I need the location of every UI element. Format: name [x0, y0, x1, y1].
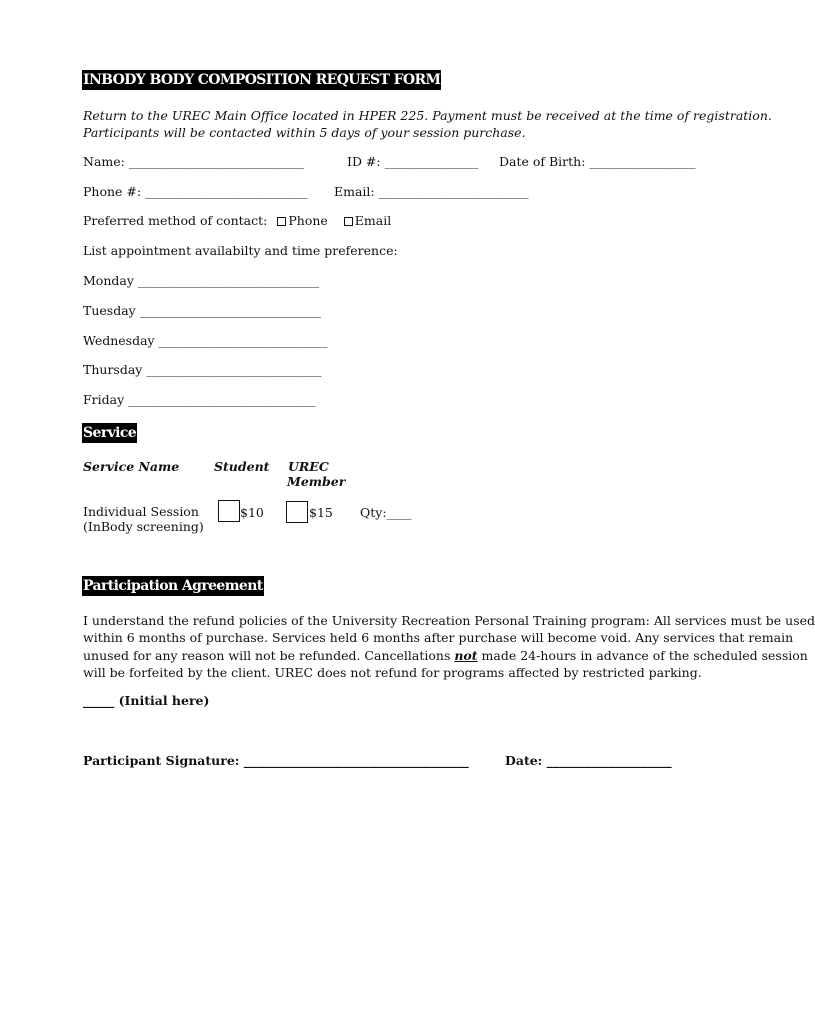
dob-field[interactable]: Date of Birth: _________________	[499, 154, 696, 169]
col-student: Student	[214, 459, 270, 474]
agreement-line-1: I understand the refund policies of the University Recreation Personal Training program: All services must be used	[83, 613, 815, 628]
availability-label: List appointment availabilty and time preference:	[83, 243, 398, 258]
agreement-line-3-a: unused for any reason will not be refunded. Cancellations	[83, 647, 451, 663]
id-field[interactable]: ID #: _______________	[347, 154, 479, 169]
phone-field[interactable]: Phone #: __________________________	[83, 184, 308, 199]
student-price: $10	[240, 505, 264, 520]
contact-phone-option[interactable]	[277, 213, 331, 228]
contact-email-option[interactable]	[344, 213, 391, 228]
member-price: $15	[309, 505, 333, 520]
phone-checkbox[interactable]	[277, 217, 286, 226]
student-price-checkbox[interactable]	[218, 500, 240, 522]
col-member-line-2: Member	[287, 474, 346, 489]
contact-phone-label: Phone	[288, 213, 328, 228]
member-price-checkbox[interactable]	[286, 501, 308, 523]
agreement-text	[83, 612, 815, 681]
availability-wednesday[interactable]: Wednesday ___________________________	[83, 333, 328, 348]
contact-email-label: Email	[354, 213, 392, 228]
agreement-line-4: will be forfeited by the client. UREC does not refund for programs affected by restricted parking.	[83, 664, 702, 680]
availability-tuesday[interactable]: Tuesday _____________________________	[83, 303, 321, 318]
page-title: INBODY BODY COMPOSITION REQUEST FORM	[83, 72, 441, 88]
service-header: Service	[83, 425, 137, 441]
email-checkbox[interactable]	[344, 217, 353, 226]
contact-method-label: Preferred method of contact:	[83, 213, 268, 228]
intro-line-1: Return to the UREC Main Office located in HPER 225. Payment must be received at the time of registration.	[83, 108, 772, 123]
contact-method-row	[83, 212, 391, 229]
service-item-line-1: Individual Session	[83, 504, 199, 519]
availability-thursday[interactable]: Thursday ____________________________	[83, 362, 322, 377]
signature-field[interactable]: Participant Signature: ____________________________________	[83, 753, 469, 768]
agreement-line-3	[83, 647, 808, 664]
col-member-line-1: UREC	[288, 459, 329, 474]
initial-field[interactable]: _____ (Initial here)	[83, 693, 210, 708]
agreement-not-emphasis: not	[454, 647, 478, 663]
availability-monday[interactable]: Monday _____________________________	[83, 273, 320, 288]
agreement-line-2: within 6 months of purchase. Services held 6 months after purchase will become void. Any services that remain	[83, 630, 794, 646]
signature-date-field[interactable]: Date: ____________________	[505, 753, 672, 768]
quantity-field[interactable]: Qty:____	[360, 505, 412, 520]
service-item-line-2: (InBody screening)	[83, 519, 204, 534]
email-field[interactable]: Email: ________________________	[334, 184, 529, 199]
agreement-line-3-b: made 24-hours in advance of the scheduled session	[477, 647, 808, 663]
availability-friday[interactable]: Friday ______________________________	[83, 392, 316, 407]
name-field[interactable]: Name: ____________________________	[83, 154, 304, 169]
intro-line-2: Participants will be contacted within 5 days of your session purchase.	[83, 125, 526, 140]
col-service-name: Service Name	[83, 459, 180, 474]
agreement-header: Participation Agreement	[83, 578, 263, 594]
